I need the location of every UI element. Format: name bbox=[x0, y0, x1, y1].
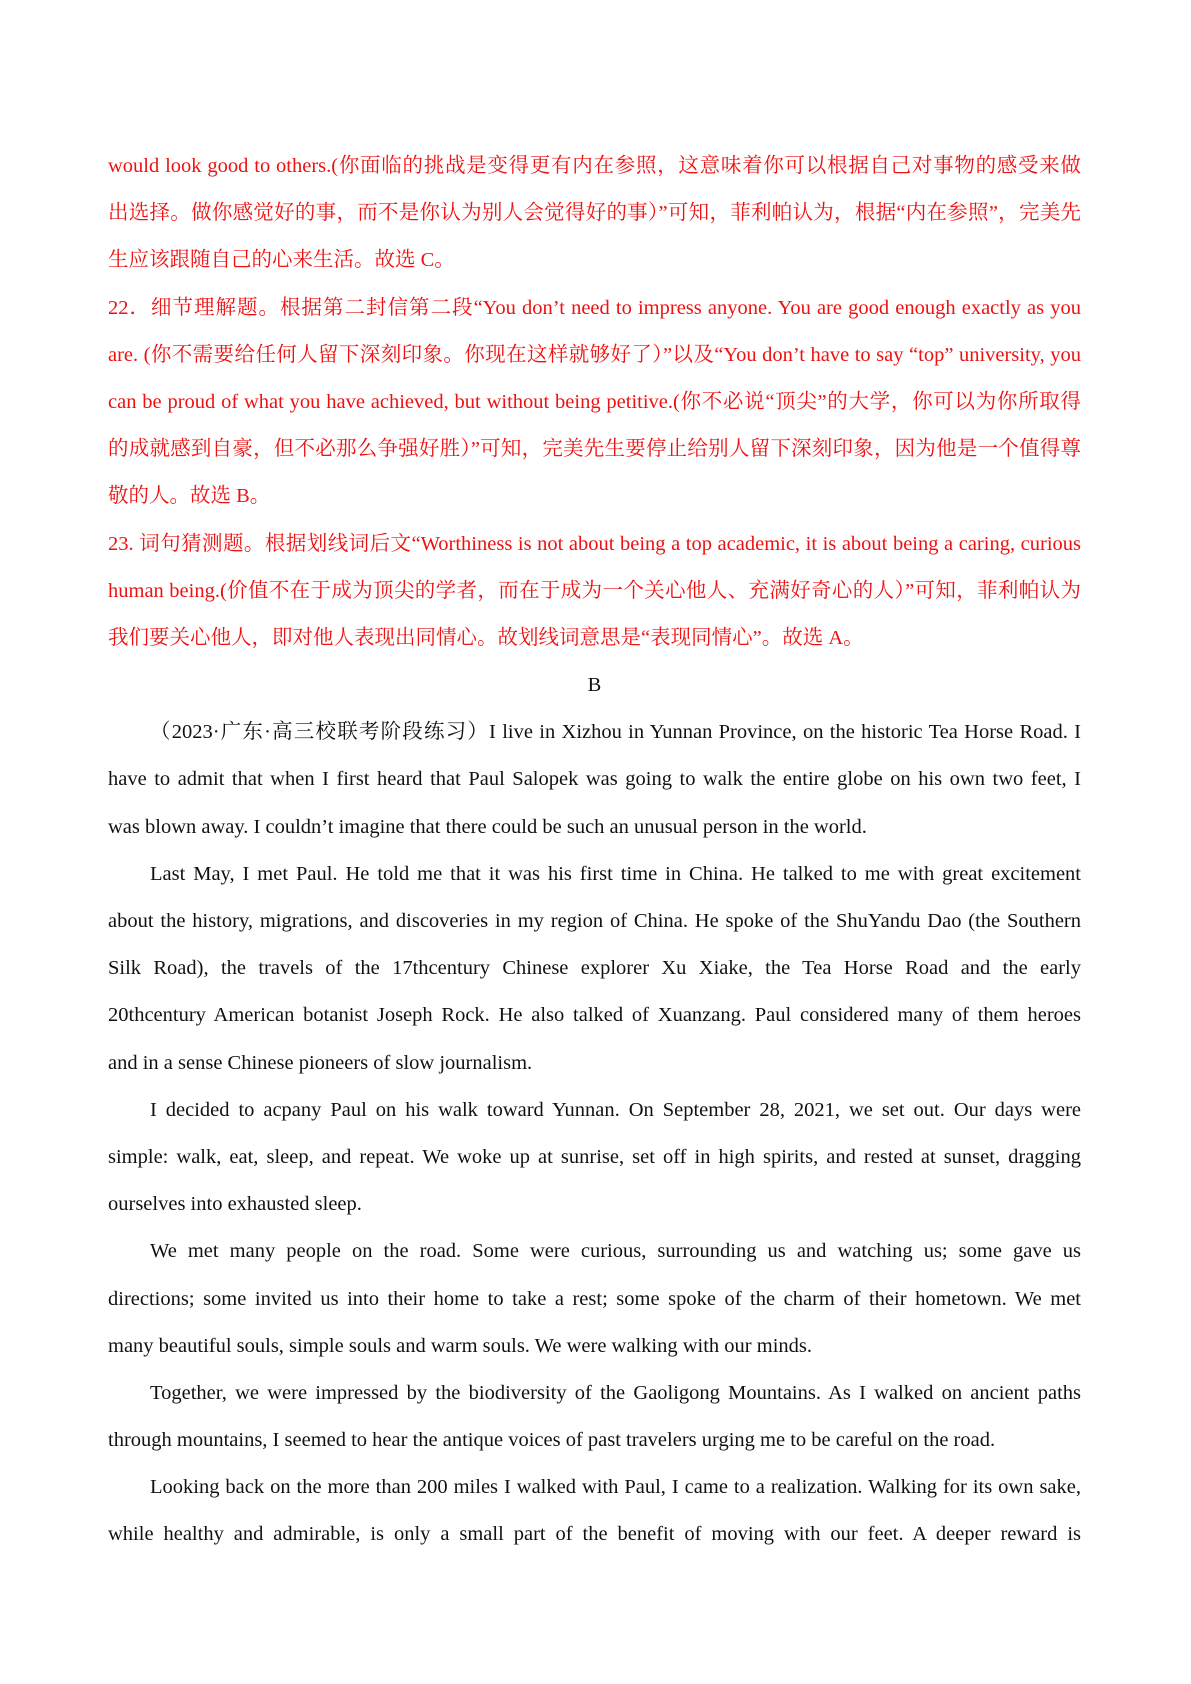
passage-line: simple: walk, eat, sleep, and repeat. We woke up at sunrise, set off in high spirits, and rested at sunset, dragging bbox=[108, 1145, 1081, 1168]
passage-line: and in a sense Chinese pioneers of slow journalism. bbox=[108, 1051, 533, 1074]
explanation-line: 敬的人。故选 B。 bbox=[108, 485, 271, 508]
explanation-line: 的成就感到自豪，但不必那么争强好胜）”可知，完美先生要停止给别人留下深刻印象，因为他是一个值得尊 bbox=[108, 438, 1081, 461]
passage-line: （2023·广东·高三校联考阶段练习）I live in Xizhou in Yunnan Province, on the historic Tea Horse Road. I bbox=[150, 721, 1081, 744]
passage-line: many beautiful souls, simple souls and warm souls. We were walking with our minds. bbox=[108, 1334, 812, 1357]
answer-explanation bbox=[108, 143, 1081, 662]
document-page bbox=[108, 143, 1081, 1559]
passage-line: about the history, migrations, and discoveries in my region of China. He spoke of the ShuYandu Dao (the Southern bbox=[108, 910, 1081, 932]
paragraph bbox=[108, 1228, 1081, 1370]
explanation-line: 出选择。做你感觉好的事，而不是你认为别人会觉得好的事）”可知，菲利帕认为，根据“内在参照”，完美先 bbox=[108, 202, 1081, 225]
section-heading: B bbox=[587, 674, 602, 697]
explanation-line: 23. 词句猜测题。根据划线词后文“Worthiness is not about being a top academic, it is about being a caring, curious bbox=[108, 532, 1081, 555]
explanation-line: can be proud of what you have achieved, but without being petitive.(你不必说“顶尖”的大学，你可以为你所取得 bbox=[108, 390, 1081, 413]
passage-line: 20thcentury American botanist Joseph Rock. He also talked of Xuanzang. Paul considered many of them heroes bbox=[108, 1004, 1081, 1027]
passage-line: Together, we were impressed by the biodiversity of the Gaoligong Mountains. As I walked on ancient paths bbox=[150, 1381, 1081, 1404]
paragraph bbox=[108, 1464, 1081, 1558]
passage-line: was blown away. I couldn’t imagine that there could be such an unusual person in the world. bbox=[108, 815, 867, 838]
passage-line: We met many people on the road. Some were curious, surrounding us and watching us; some gave us bbox=[150, 1240, 1081, 1263]
explanation-line: 22．细节理解题。根据第二封信第二段“You don’t need to impress anyone. You are good enough exactly as you bbox=[108, 296, 1081, 319]
paragraph bbox=[108, 709, 1081, 851]
passage-line: Looking back on the more than 200 miles I walked with Paul, I came to a realization. Walking for its own sake, bbox=[150, 1476, 1081, 1499]
explanation-line: are. (你不需要给任何人留下深刻印象。你现在这样就够好了）”以及“You don’t have to say “top” university, you bbox=[108, 343, 1081, 366]
passage-line: I decided to acpany Paul on his walk toward Yunnan. On September 28, 2021, we set out. Our days were bbox=[150, 1098, 1081, 1121]
passage-line: Last May, I met Paul. He told me that it was his first time in China. He talked to me with great excitement bbox=[150, 862, 1081, 885]
passage-line: through mountains, I seemed to hear the antique voices of past travelers urging me to be careful on the road. bbox=[108, 1429, 996, 1452]
passage-line: directions; some invited us into their home to take a rest; some spoke of the charm of their hometown. We met bbox=[108, 1287, 1081, 1310]
paragraph bbox=[108, 1370, 1081, 1464]
paragraph bbox=[108, 1087, 1081, 1229]
passage-line: ourselves into exhausted sleep. bbox=[108, 1193, 362, 1216]
passage-line: while healthy and admirable, is only a small part of the benefit of moving with our feet. A deeper reward is bbox=[108, 1523, 1081, 1546]
passage-line: have to admit that when I first heard that Paul Salopek was going to walk the entire globe on his own two feet, I bbox=[108, 768, 1081, 791]
reading-passage bbox=[108, 709, 1081, 1558]
explanation-line: 我们要关心他人，即对他人表现出同情心。故划线词意思是“表现同情心”。故选 A。 bbox=[108, 626, 864, 649]
explanation-line: human being.(价值不在于成为顶尖的学者，而在于成为一个关心他人、充满好奇心的人）”可知，菲利帕认为 bbox=[108, 579, 1081, 602]
paragraph bbox=[108, 851, 1081, 1087]
explanation-line: would look good to others.(你面临的挑战是变得更有内在参照，这意味着你可以根据自己对事物的感受来做 bbox=[108, 155, 1081, 177]
explanation-line: 生应该跟随自己的心来生活。故选 C。 bbox=[108, 249, 455, 272]
passage-line: Silk Road), the travels of the 17thcentury Chinese explorer Xu Xiake, the Tea Horse Road and the early bbox=[108, 957, 1081, 980]
